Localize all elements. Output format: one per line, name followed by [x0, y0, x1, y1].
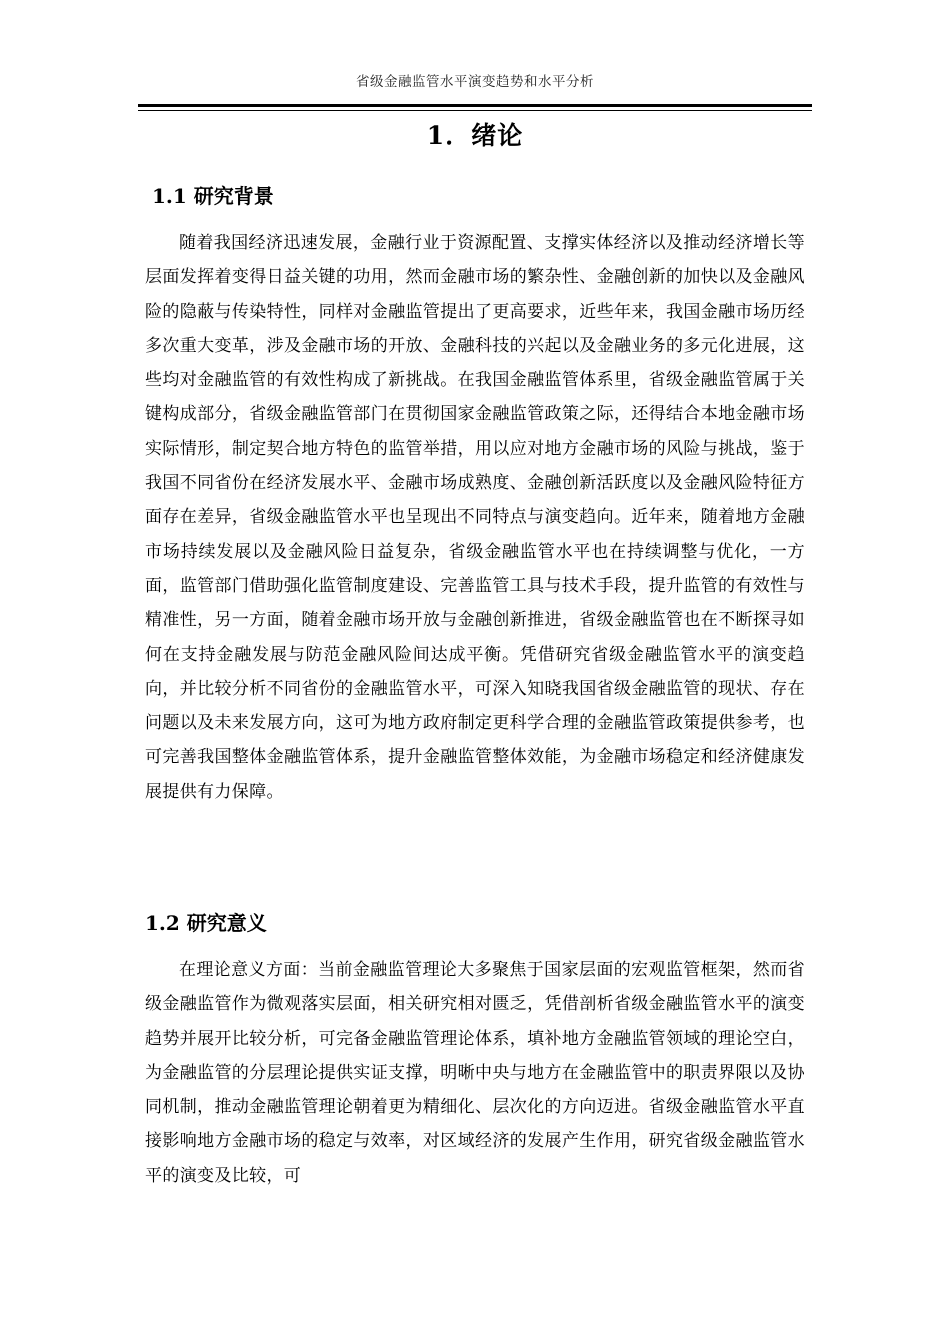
section-title-research-significance: 1.2 研究意义	[145, 911, 267, 935]
chapter-title: 1．绪论	[426, 121, 524, 150]
paragraph-research-significance: 在理论意义方面：当前金融监管理论大多聚焦于国家层面的宏观监管框架，然而省级金融监管作为微观落实层面，相关研究相对匮乏，凭借剖析省级金融监管水平的演变趋势并展开比较分析，可完备金融监管理论体系，填补地方金融监管领域的理论空白，为金融监管的分层理论提供实证支撑，明晰中央与地方在金融监管中的职责界限以及协同机制，推动金融监管理论朝着更为精细化、层次化的方向迈进。省级金融监管水平直接影响地方金融市场的稳定与效率，对区域经济的发展产生作用，研究省级金融监管水平的演变及比较，可	[145, 960, 805, 1186]
running-header: 省级金融监管水平演变趋势和水平分析	[356, 74, 594, 90]
section-title-research-background: 1.1 研究背景	[152, 184, 274, 208]
header-rule-thick	[138, 104, 812, 107]
paragraph-research-background: 随着我国经济迅速发展，金融行业于资源配置、支撑实体经济以及推动经济增长等层面发挥着变得日益关键的功用，然而金融市场的繁杂性、金融创新的加快以及金融风险的隐蔽与传染特性，同样对金融监管提出了更高要求，近些年来，我国金融市场历经多次重大变革，涉及金融市场的开放、金融科技的兴起以及金融业务的多元化进展，这些均对金融监管的有效性构成了新挑战。在我国金融监管体系里，省级金融监管属于关键构成部分，省级金融监管部门在贯彻国家金融监管政策之际，还得结合本地金融市场实际情形，制定契合地方特色的监管举措，用以应对地方金融市场的风险与挑战，鉴于我国不同省份在经济发展水平、金融市场成熟度、金融创新活跃度以及金融风险特征方面存在差异，省级金融监管水平也呈现出不同特点与演变趋向。近年来，随着地方金融市场持续发展以及金融风险日益复杂，省级金融监管水平也在持续调整与优化，一方面，监管部门借助强化监管制度建设、完善监管工具与技术手段，提升监管的有效性与精准性，另一方面，随着金融市场开放与金融创新推进，省级金融监管也在不断探寻如何在支持金融发展与防范金融风险间达成平衡。凭借研究省级金融监管水平的演变趋向，并比较分析不同省份的金融监管水平，可深入知晓我国省级金融监管的现状、存在问题以及未来发展方向，这可为地方政府制定更科学合理的金融监管政策提供参考，也可完善我国整体金融监管体系，提升金融监管整体效能，为金融市场稳定和经济健康发展提供有力保障。	[145, 233, 805, 802]
header-rule-thin	[138, 110, 812, 111]
